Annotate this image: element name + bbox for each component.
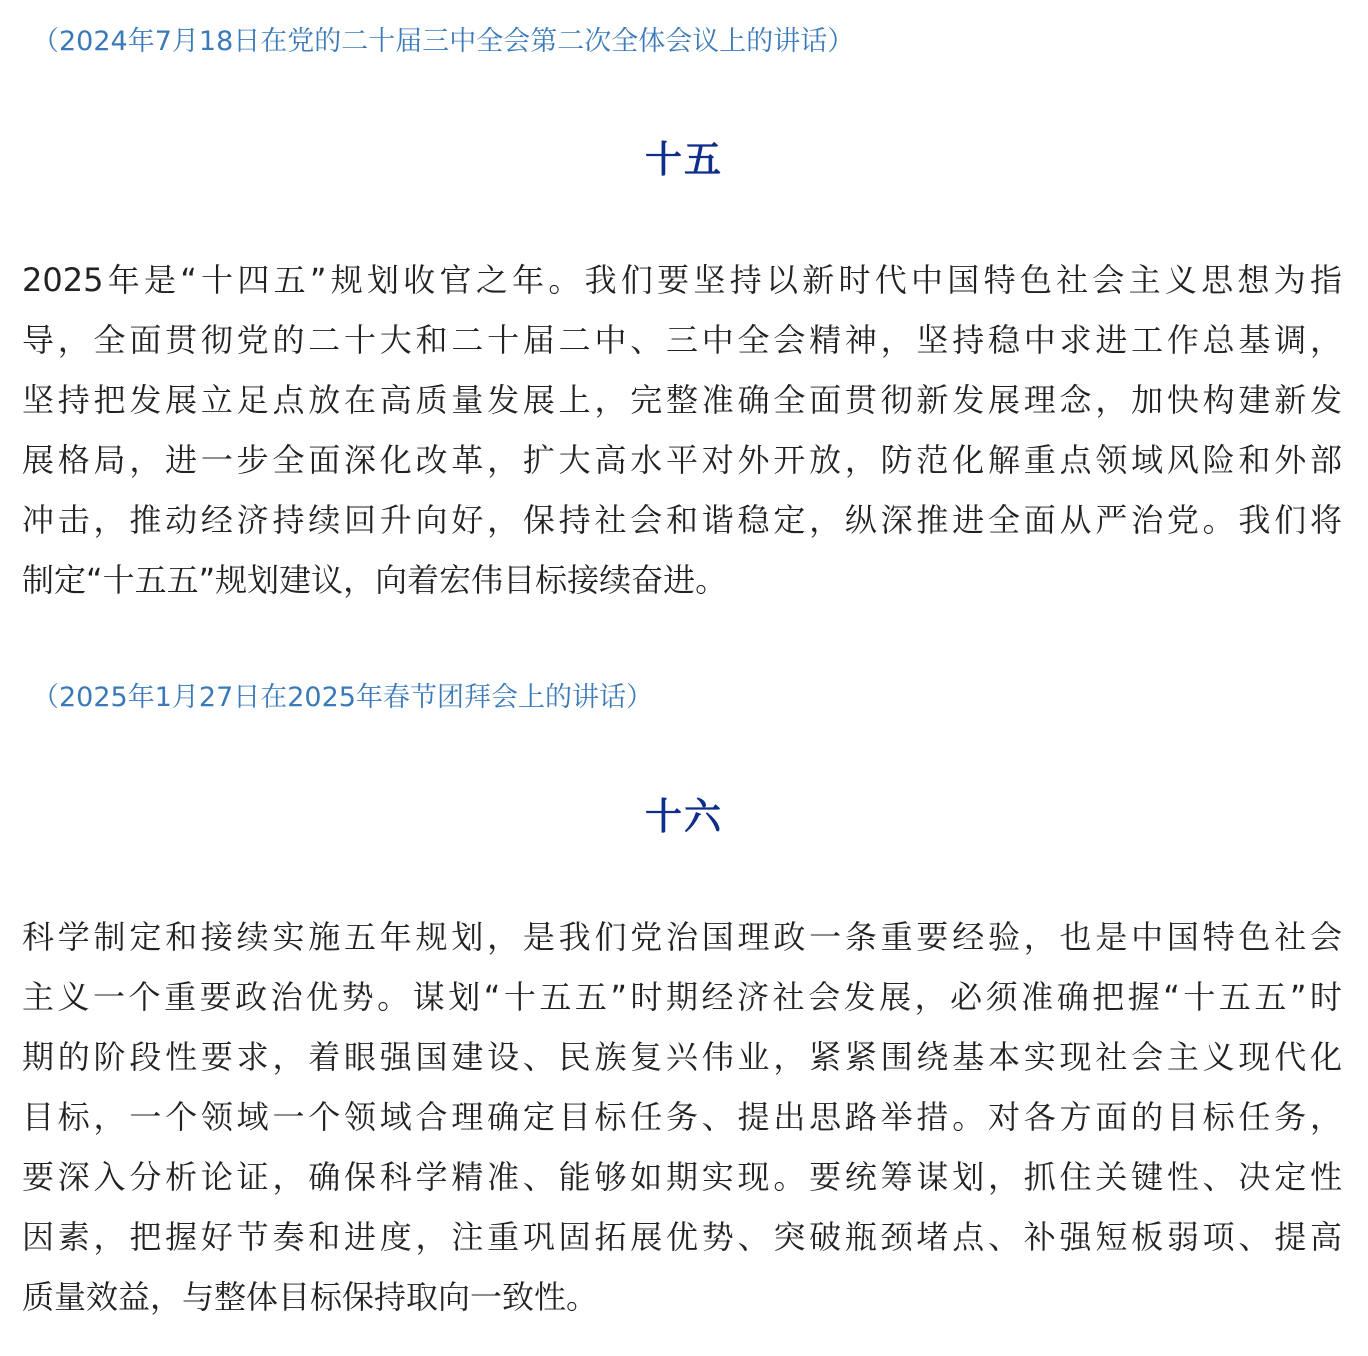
paragraph-line: 质量效益，与整体目标保持取向一致性。 [22,1278,599,1316]
paragraph-line: 冲击，推动经济持续回升向好，保持社会和谐稳定，纵深推进全面从严治党。我们将 [22,501,1342,539]
section-paragraph [22,907,1342,1327]
paragraph-line: 导，全面贯彻党的二十大和二十届二中、三中全会精神，坚持稳中求进工作总基调， [22,321,1342,359]
speech-source-note: （2024年7月18日在党的二十届三中全会第二次全体会议上的讲话） [32,26,855,57]
paragraph-line: 制定“十五五”规划建议，向着宏伟目标接续奋进。 [22,561,728,599]
paragraph-line: 目标，一个领域一个领域合理确定目标任务、提出思路举措。对各方面的目标任务， [22,1098,1342,1136]
section-paragraph [22,250,1342,610]
paragraph-line: 坚持把发展立足点放在高质量发展上，完整准确全面贯彻新发展理念，加快构建新发 [22,381,1342,419]
paragraph-line: 期的阶段性要求，着眼强国建设、民族复兴伟业，紧紧围绕基本实现社会主义现代化 [22,1038,1342,1076]
paragraph-line: 2025年是“十四五”规划收官之年。我们要坚持以新时代中国特色社会主义思想为指 [22,261,1342,299]
paragraph-line: 主义一个重要政治优势。谋划“十五五”时期经济社会发展，必须准确把握“十五五”时 [22,978,1342,1016]
paragraph-line: 因素，把握好节奏和进度，注重巩固拓展优势、突破瓶颈堵点、补强短板弱项、提高 [22,1218,1342,1256]
section-heading: 十五 [645,138,723,181]
section-heading: 十六 [645,795,723,838]
paragraph-line: 科学制定和接续实施五年规划，是我们党治国理政一条重要经验，也是中国特色社会 [22,918,1342,956]
paragraph-line: 要深入分析论证，确保科学精准、能够如期实现。要统筹谋划，抓住关键性、决定性 [22,1158,1342,1196]
paragraph-line: 展格局，进一步全面深化改革，扩大高水平对外开放，防范化解重点领域风险和外部 [22,441,1342,479]
speech-source-note: （2025年1月27日在2025年春节团拜会上的讲话） [32,682,653,713]
